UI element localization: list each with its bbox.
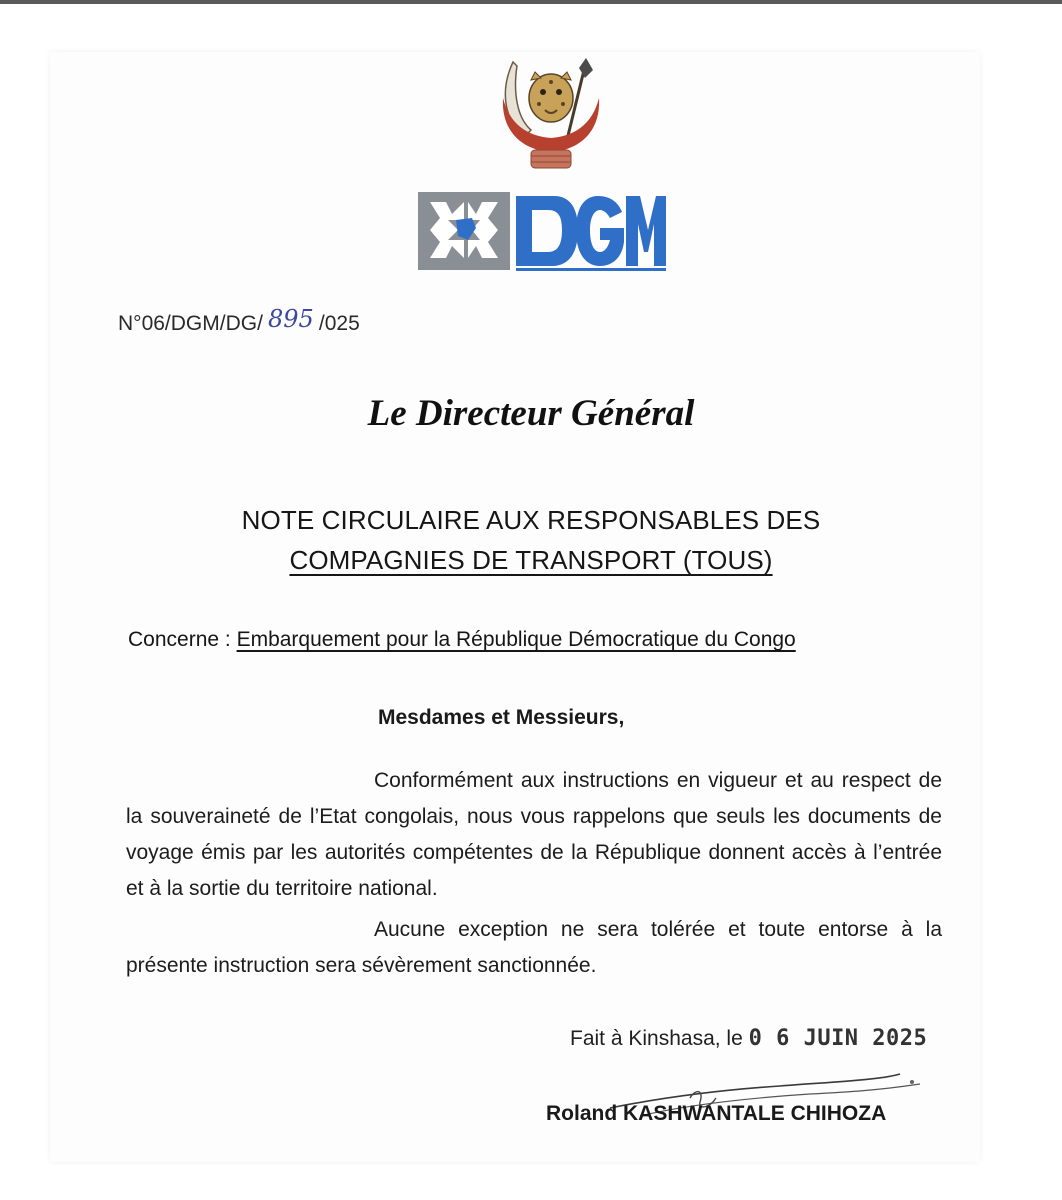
concerne-subject: Embarquement pour la République Démocratique du Congo bbox=[236, 628, 796, 651]
place-date bbox=[570, 1026, 927, 1051]
reference-prefix: N°06/DGM/DG/ bbox=[118, 312, 263, 335]
dgm-logo-icon bbox=[418, 190, 666, 276]
stamped-date: 0 6 JUIN 2025 bbox=[748, 1026, 928, 1051]
circular-title-line1: NOTE CIRCULAIRE AUX RESPONSABLES DES bbox=[241, 505, 821, 535]
circular-title-line2: COMPAGNIES DE TRANSPORT (TOUS) bbox=[289, 545, 773, 575]
paragraph-2: Aucune exception ne sera tolérée et toute entorse à la présente instruction sera sévèrement sanctionnée. bbox=[126, 918, 942, 977]
document-heading: Le Directeur Général bbox=[367, 393, 695, 434]
concerne-label: Concerne : bbox=[128, 628, 237, 651]
reference-number bbox=[118, 305, 360, 336]
place-date-prefix: Fait à Kinshasa, le bbox=[570, 1027, 749, 1050]
window-top-border bbox=[0, 0, 1062, 4]
concerne-line bbox=[128, 628, 796, 652]
paragraph-1: Conformément aux instructions en vigueur et au respect de la souveraineté de l’Etat congolais, nous vous rappelons que seuls les documents de voyage émis par les autorités compétentes de la République donnent accès à l’entrée et à la sortie du territoire national. bbox=[126, 769, 942, 900]
circular-title bbox=[0, 500, 1062, 580]
signatory-name: Roland KASHWANTALE CHIHOZA bbox=[546, 1102, 887, 1125]
reference-suffix: /025 bbox=[318, 312, 360, 335]
reference-handwritten-number: 895 bbox=[268, 305, 314, 333]
coat-of-arms-icon bbox=[495, 52, 607, 174]
salutation: Mesdames et Messieurs, bbox=[378, 706, 625, 729]
